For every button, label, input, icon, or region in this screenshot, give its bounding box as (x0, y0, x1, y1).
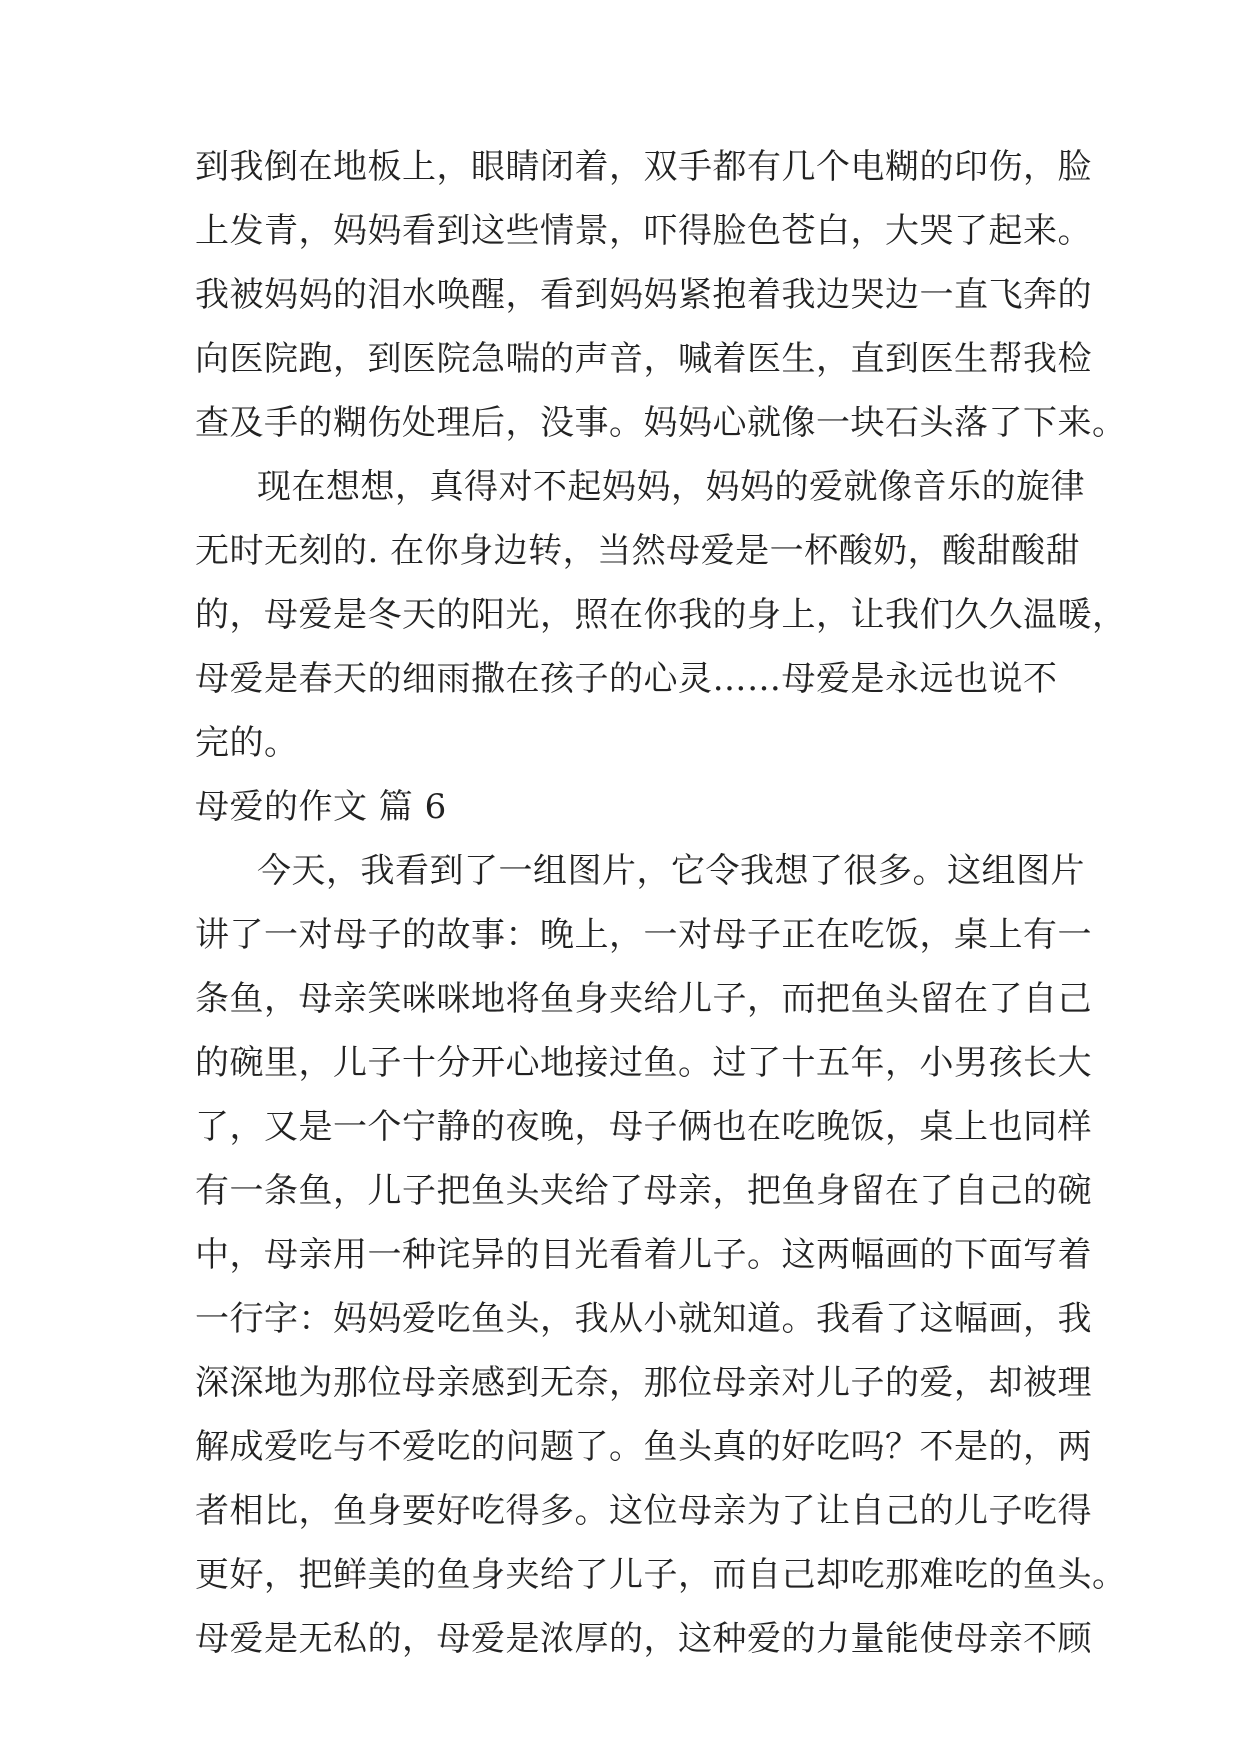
text-line: 一行字：妈妈爱吃鱼头，我从小就知道。我看了这幅画，我 (195, 1299, 1092, 1339)
text-line: 完的。 (195, 723, 299, 763)
paragraph-first-line: 今天，我看到了一组图片，它令我想了很多。这组图片 (257, 851, 1085, 891)
text-line: 中，母亲用一种诧异的目光看着儿子。这两幅画的下面写着 (195, 1235, 1092, 1275)
text-line: 我被妈妈的泪水唤醒，看到妈妈紧抱着我边哭边一直飞奔的 (195, 275, 1092, 315)
text-line: 向医院跑，到医院急喘的声音，喊着医生，直到医生帮我检 (195, 339, 1092, 379)
text-line: 的碗里，儿子十分开心地接过鱼。过了十五年，小男孩长大 (195, 1043, 1092, 1083)
text-line: 母爱是无私的，母爱是浓厚的，这种爱的力量能使母亲不顾 (195, 1619, 1092, 1659)
text-line: 查及手的糊伤处理后，没事。妈妈心就像一块石头落了下来。 (195, 403, 1127, 443)
text-line: 者相比，鱼身要好吃得多。这位母亲为了让自己的儿子吃得 (195, 1491, 1092, 1531)
text-line: 了，又是一个宁静的夜晚，母子俩也在吃晚饭，桌上也同样 (195, 1107, 1092, 1147)
text-line: 无时无刻的. 在你身边转，当然母爱是一杯酸奶，酸甜酸甜 (195, 531, 1081, 571)
text-line: 条鱼，母亲笑咪咪地将鱼身夹给儿子，而把鱼头留在了自己 (195, 979, 1092, 1019)
text-line: 到我倒在地板上，眼睛闭着，双手都有几个电糊的印伤，脸 (195, 147, 1092, 187)
text-line: 讲了一对母子的故事：晚上，一对母子正在吃饭，桌上有一 (195, 915, 1092, 955)
section-heading: 母爱的作文 篇 6 (195, 787, 447, 827)
text-line: 上发青，妈妈看到这些情景，吓得脸色苍白，大哭了起来。 (195, 211, 1092, 251)
text-line: 解成爱吃与不爱吃的问题了。鱼头真的好吃吗？不是的，两 (195, 1427, 1092, 1467)
text-line: 母爱是春天的细雨撒在孩子的心灵……母爱是永远也说不 (195, 659, 1058, 699)
paragraph-first-line: 现在想想，真得对不起妈妈，妈妈的爱就像音乐的旋律 (257, 467, 1085, 507)
text-line: 深深地为那位母亲感到无奈，那位母亲对儿子的爱，却被理 (195, 1363, 1092, 1403)
text-line: 更好，把鲜美的鱼身夹给了儿子，而自己却吃那难吃的鱼头。 (195, 1555, 1127, 1595)
text-line: 有一条鱼，儿子把鱼头夹给了母亲，把鱼身留在了自己的碗 (195, 1171, 1092, 1211)
text-line: 的，母爱是冬天的阳光，照在你我的身上，让我们久久温暖， (195, 595, 1127, 635)
